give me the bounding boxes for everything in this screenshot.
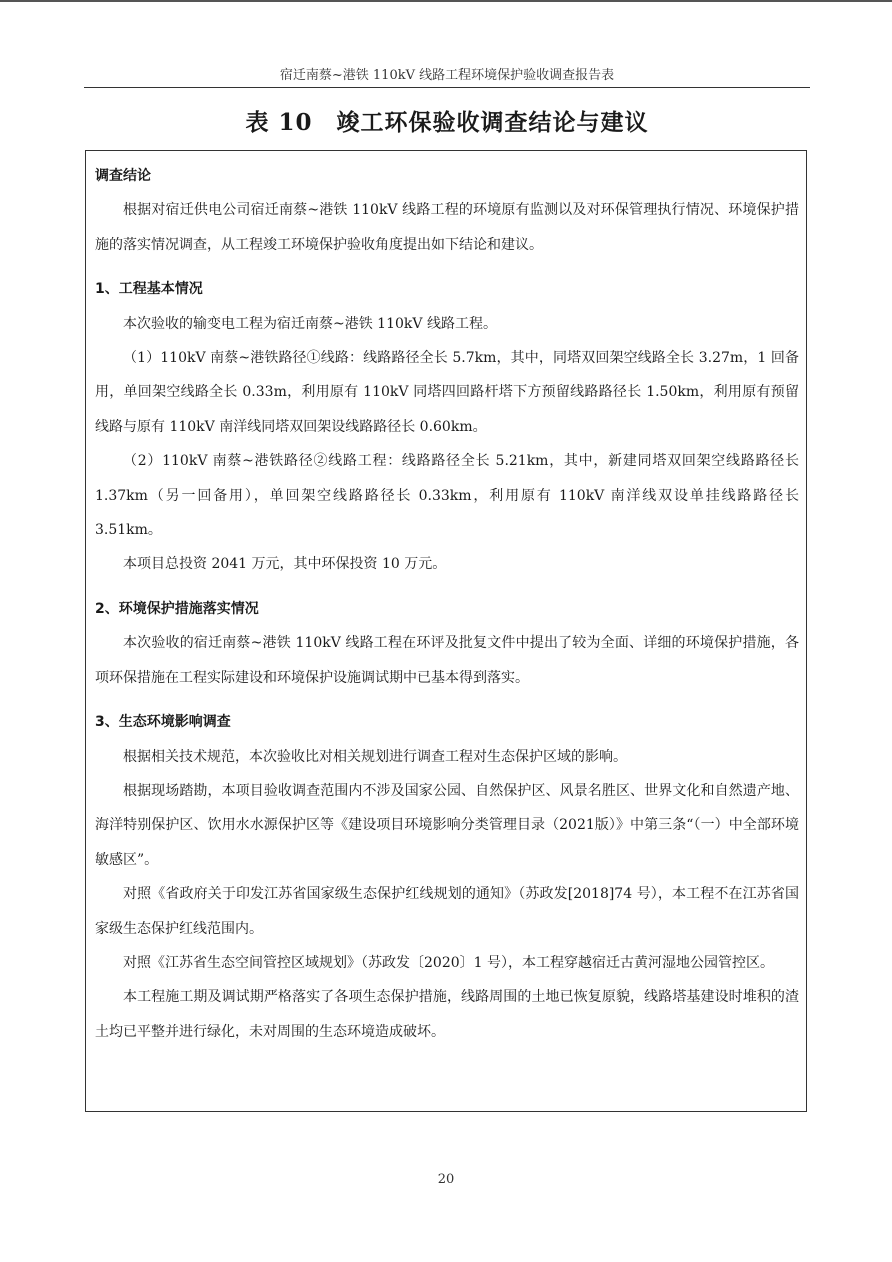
section-label: 调查结论	[95, 168, 151, 184]
section-1-paragraph: （2）110kV 南蔡~港铁路径②线路工程：线路路径全长 5.21km，其中，新建同塔双回架空线路路径长 1.37km（另一回备用），单回架空线路路径长 0.33km，利用原有 110kV 南洋线双设单挂线路路径长 3.51km。	[95, 453, 799, 539]
running-header: 宿迁南蔡~港铁 110kV 线路工程环境保护验收调查报告表	[84, 64, 810, 88]
section-1-paragraph: 本项目总投资 2041 万元，其中环保投资 10 万元。	[123, 556, 447, 573]
intro-paragraph: 根据对宿迁供电公司宿迁南蔡~港铁 110kV 线路工程的环境原有监测以及对环保管理执行情况、环境保护措施的落实情况调查，从工程竣工环境保护验收角度提出如下结论和建议。	[95, 202, 799, 253]
section-2-paragraph: 本次验收的宿迁南蔡~港铁 110kV 线路工程在环评及批复文件中提出了较为全面、详细的环境保护措施，各项环保措施在工程实际建设和环境保护设施调试期中已基本得到落实。	[95, 635, 799, 686]
section-3-paragraph: 根据相关技术规范，本次验收比对相关规划进行调查工程对生态保护区域的影响。	[123, 748, 627, 765]
section-3-paragraph: 本工程施工期及调试期严格落实了各项生态保护措施，线路周围的土地已恢复原貌，线路塔基建设时堆积的渣土均已平整并进行绿化，未对周围的生态环境造成破坏。	[95, 989, 799, 1040]
section-3-heading: 3、生态环境影响调查	[95, 714, 231, 731]
section-1-heading: 1、工程基本情况	[95, 281, 203, 298]
section-3-paragraph: 对照《江苏省生态空间管控区域规划》（苏政发〔2020〕1 号），本工程穿越宿迁古黄河湿地公园管控区。	[123, 954, 774, 971]
page-title: 表 10 竣工环保验收调查结论与建议	[245, 109, 649, 136]
table-content	[86, 151, 806, 1049]
section-3-paragraph: 对照《省政府关于印发江苏省国家级生态保护红线规划的通知》（苏政发[2018]74 号），本工程不在江苏省国家级生态保护红线范围内。	[95, 886, 799, 937]
conclusion-table	[85, 150, 807, 1112]
top-border-rule	[0, 0, 892, 2]
page-number: 20	[437, 1172, 455, 1187]
section-2-heading: 2、环境保护措施落实情况	[95, 600, 259, 617]
section-1-paragraph: （1）110kV 南蔡~港铁路径①线路：线路路径全长 5.7km，其中，同塔双回架空线路全长 3.27m，1 回备用，单回架空线路全长 0.33m，利用原有 110kV 同塔四回路杆塔下方预留线路路径长 1.50km，利用原有预留线路与原有 110kV 南洋线同塔双回架设线路路径长 0.60km。	[95, 350, 799, 435]
section-3-paragraph: 根据现场踏勘，本项目验收调查范围内不涉及国家公园、自然保护区、风景名胜区、世界文化和自然遗产地、海洋特别保护区、饮用水水源保护区等《建设项目环境影响分类管理目录（2021版）》中第三条“（一）中全部环境敏感区”。	[95, 782, 799, 868]
section-1-paragraph: 本次验收的输变电工程为宿迁南蔡~港铁 110kV 线路工程。	[123, 315, 497, 332]
